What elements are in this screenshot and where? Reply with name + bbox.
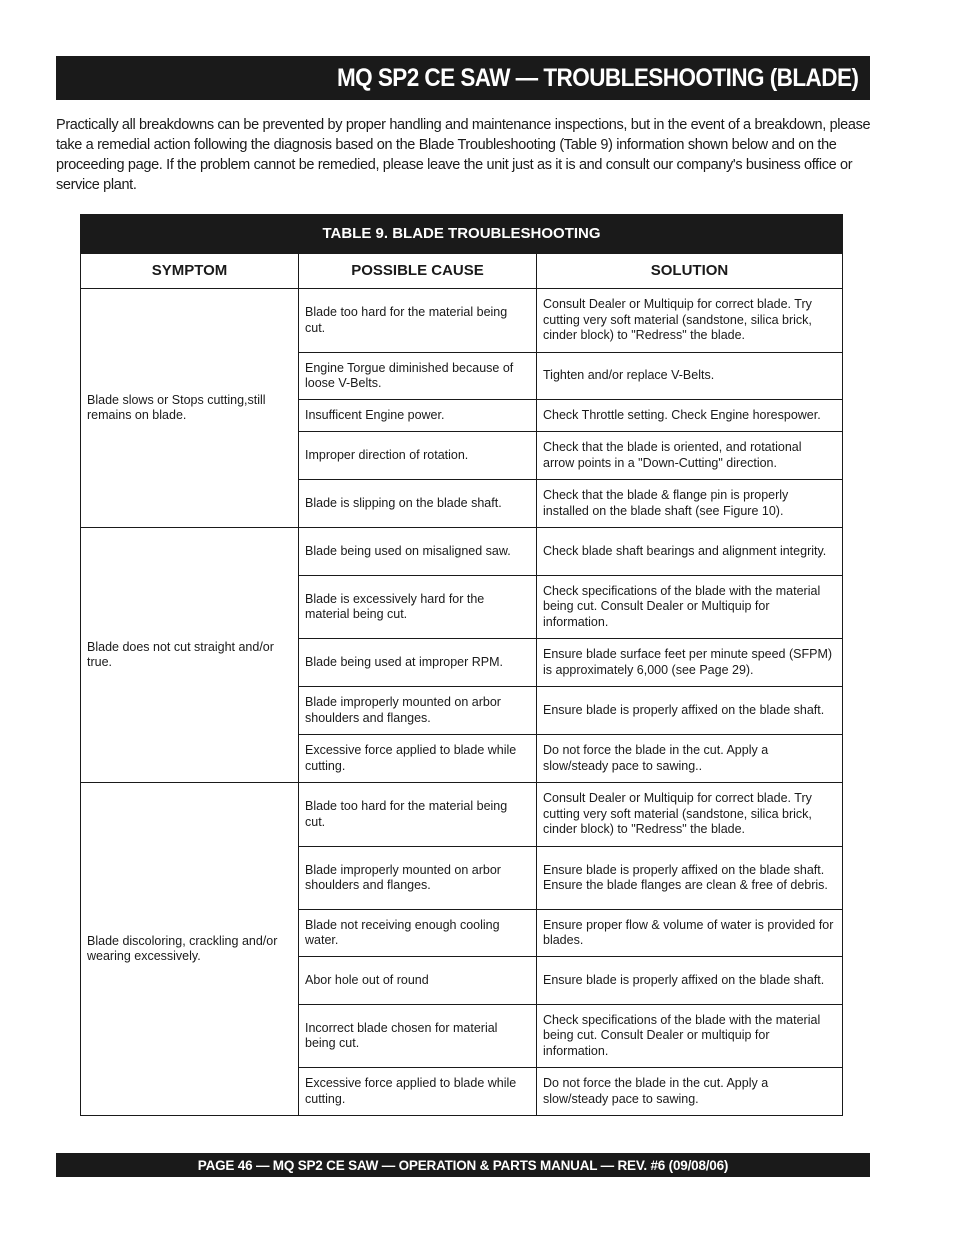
solution-cell: Ensure blade is properly affixed on the blade shaft. Ensure the blade flanges are clean & free of debris. [537,847,843,910]
solution-cell: Tighten and/or replace V-Belts. [537,353,843,400]
cause-cell: Blade being used on misaligned saw. [299,528,537,576]
solution-cell: Ensure blade surface feet per minute speed (SFPM) is approximately 6,000 (see Page 29). [537,639,843,687]
page-header [56,56,870,100]
solution-cell: Consult Dealer or Multiquip for correct blade. Try cutting very soft material (sandstone, silica brick, cinder block) to "Redress" the blade. [537,289,843,353]
blade-troubleshooting-table [80,214,843,1116]
cause-cell: Improper direction of rotation. [299,432,537,480]
cause-cell: Blade being used at improper RPM. [299,639,537,687]
cause-cell: Blade not receiving enough cooling water. [299,910,537,957]
cause-cell: Engine Torgue diminished because of loose V-Belts. [299,353,537,400]
page-title: MQ SP2 CE SAW — TROUBLESHOOTING (BLADE) [336,63,858,92]
symptom-cell: Blade discoloring, crackling and/or wearing excessively. [81,783,299,1116]
symptom-cell: Blade does not cut straight and/or true. [81,528,299,783]
solution-cell: Check that the blade is oriented, and rotational arrow points in a "Down-Cutting" direction. [537,432,843,480]
cause-cell: Blade too hard for the material being cut. [299,289,537,353]
cause-cell: Excessive force applied to blade while cutting. [299,735,537,783]
cause-cell: Blade is excessively hard for the material being cut. [299,576,537,639]
cause-cell: Insufficent Engine power. [299,400,537,432]
solution-cell: Ensure proper flow & volume of water is provided for blades. [537,910,843,957]
solution-cell: Ensure blade is properly affixed on the blade shaft. [537,957,843,1005]
column-header-solution: SOLUTION [537,254,843,289]
column-header-symptom: SYMPTOM [81,254,299,289]
solution-cell: Ensure blade is properly affixed on the blade shaft. [537,687,843,735]
table-caption: TABLE 9. BLADE TROUBLESHOOTING [81,215,843,254]
solution-cell: Check specifications of the blade with the material being cut. Consult Dealer or Multiquip for information. [537,576,843,639]
column-header-possible-cause: POSSIBLE CAUSE [299,254,537,289]
solution-cell: Check that the blade & flange pin is properly installed on the blade shaft (see Figure 10). [537,480,843,528]
footer-text: PAGE 46 — MQ SP2 CE SAW — OPERATION & PARTS MANUAL — REV. #6 (09/08/06) [197,1157,729,1173]
cause-cell: Blade too hard for the material being cut. [299,783,537,847]
solution-cell: Do not force the blade in the cut. Apply a slow/steady pace to sawing.. [537,735,843,783]
solution-cell: Check specifications of the blade with the material being cut. Consult Dealer or multiquip for information. [537,1005,843,1068]
symptom-cell: Blade slows or Stops cutting,still remains on blade. [81,289,299,528]
page-footer [56,1153,870,1177]
solution-cell: Consult Dealer or Multiquip for correct blade. Try cutting very soft material (sandstone, silica brick, cinder block) to "Redress" the blade. [537,783,843,847]
table-row [81,289,843,353]
cause-cell: Abor hole out of round [299,957,537,1005]
cause-cell: Blade is slipping on the blade shaft. [299,480,537,528]
intro-paragraph: Practically all breakdowns can be prevented by proper handling and maintenance inspections, but in the event of a breakdown, please take a remedial action following the diagnosis based on the Blade Troubleshooting (Table 9) information shown below and on the proceeding page. If the problem cannot be remedied, please leave the unit just as it is and consult our company's business office or service plant. [56,117,871,193]
cause-cell: Excessive force applied to blade while cutting. [299,1068,537,1116]
cause-cell: Blade improperly mounted on arbor shoulders and flanges. [299,687,537,735]
solution-cell: Do not force the blade in the cut. Apply a slow/steady pace to sawing. [537,1068,843,1116]
cause-cell: Blade improperly mounted on arbor shoulders and flanges. [299,847,537,910]
cause-cell: Incorrect blade chosen for material being cut. [299,1005,537,1068]
solution-cell: Check Throttle setting. Check Engine horespower. [537,400,843,432]
table-row [81,783,843,847]
solution-cell: Check blade shaft bearings and alignment integrity. [537,528,843,576]
table-row [81,528,843,576]
